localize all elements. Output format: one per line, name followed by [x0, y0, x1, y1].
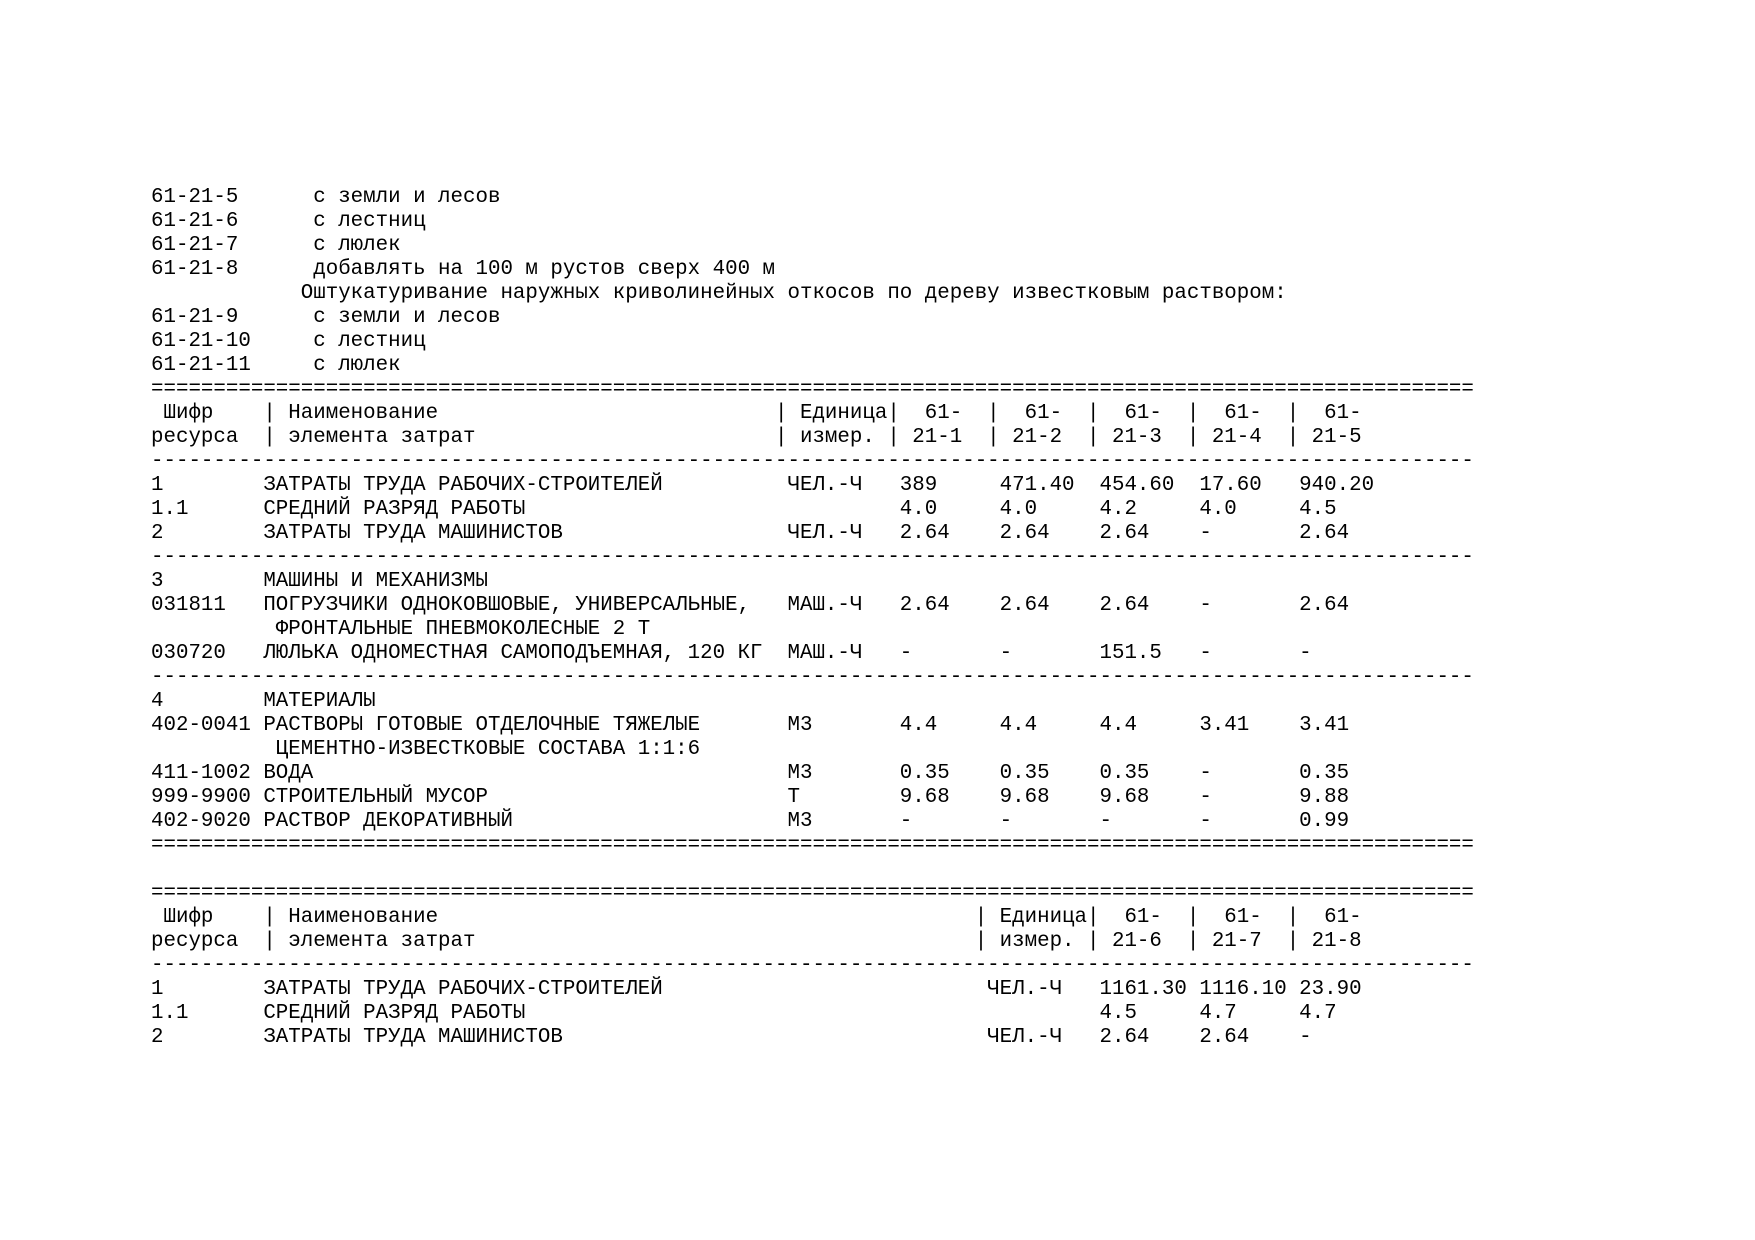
table-row: 402-0041 РАСТВОРЫ ГОТОВЫЕ ОТДЕЛОЧНЫЕ ТЯЖЕЛЫЕ М3 4.4 4.4 4.4 3.41 3.41 [151, 714, 1350, 737]
table-row: 2 ЗАТРАТЫ ТРУДА МАШИНИСТОВ ЧЕЛ.-Ч 2.64 2.64 - [151, 1026, 1312, 1049]
blank-line [151, 858, 1611, 882]
table-row: 411-1002 ВОДА М3 0.35 0.35 0.35 - 0.35 [151, 762, 1350, 785]
table-row: 031811 ПОГРУЗЧИКИ ОДНОКОВШОВЫЕ, УНИВЕРСАЛЬНЫЕ, МАШ.-Ч 2.64 2.64 2.64 - 2.64 [151, 594, 1350, 617]
table-header-row: ресурса | элемента затрат | измер. | 21-6 | 21-7 | 21-8 [151, 930, 1362, 953]
table-row: 2 ЗАТРАТЫ ТРУДА МАШИНИСТОВ ЧЕЛ.-Ч 2.64 2.64 2.64 - 2.64 [151, 522, 1350, 545]
section-heading: Оштукатуривание наружных криволинейных откосов по дереву известковым раствором: [151, 282, 1287, 305]
text-line: 61-21-11 с люлек [151, 354, 401, 377]
text-line: 61-21-10 с лестниц [151, 330, 426, 353]
table-header-row: Шифр | Наименование | Единица| 61- | 61- | 61- [151, 906, 1362, 929]
table-row: ЦЕМЕНТНО-ИЗВЕСТКОВЫЕ СОСТАВА 1:1:6 [151, 738, 701, 761]
table-row: 999-9900 СТРОИТЕЛЬНЫЙ МУСОР Т 9.68 9.68 9.68 - 9.88 [151, 786, 1350, 809]
table-header-row: Шифр | Наименование | Единица| 61- | 61- | 61- | 61- | 61- [151, 402, 1362, 425]
table-rule: ========================================================================================================== [151, 378, 1474, 401]
text-line: 61-21-8 добавлять на 100 м рустов сверх 400 м [151, 258, 776, 281]
table-separator: ---------------------------------------------------------------------------------------------------------- [151, 666, 1474, 689]
table-row: 1 ЗАТРАТЫ ТРУДА РАБОЧИХ-СТРОИТЕЛЕЙ ЧЕЛ.-Ч 389 471.40 454.60 17.60 940.20 [151, 474, 1375, 497]
table-row: 4 МАТЕРИАЛЫ [151, 690, 376, 713]
text-line: 61-21-7 с люлек [151, 234, 401, 257]
table-separator: ---------------------------------------------------------------------------------------------------------- [151, 954, 1474, 977]
table-rule: ========================================================================================================== [151, 882, 1474, 905]
table-row: 402-9020 РАСТВОР ДЕКОРАТИВНЫЙ М3 - - - - 0.99 [151, 810, 1350, 833]
table-row: 030720 ЛЮЛЬКА ОДНОМЕСТНАЯ САМОПОДЪЕМНАЯ, 120 КГ МАШ.-Ч - - 151.5 - - [151, 642, 1312, 665]
table-row: 1.1 СРЕДНИЙ РАЗРЯД РАБОТЫ 4.5 4.7 4.7 [151, 1002, 1337, 1025]
table-separator: ---------------------------------------------------------------------------------------------------------- [151, 450, 1474, 473]
table-row: 1.1 СРЕДНИЙ РАЗРЯД РАБОТЫ 4.0 4.0 4.2 4.0 4.5 [151, 498, 1337, 521]
table-row: 3 МАШИНЫ И МЕХАНИЗМЫ [151, 570, 488, 593]
table-rule: ========================================================================================================== [151, 834, 1474, 857]
text-line: 61-21-6 с лестниц [151, 210, 426, 233]
table-header-row: ресурса | элемента затрат | измер. | 21-1 | 21-2 | 21-3 | 21-4 | 21-5 [151, 426, 1362, 449]
text-line: 61-21-9 с земли и лесов [151, 306, 501, 329]
table-row: ФРОНТАЛЬНЫЕ ПНЕВМОКОЛЕСНЫЕ 2 Т [151, 618, 651, 641]
document-page [151, 186, 1611, 1050]
text-line: 61-21-5 с земли и лесов [151, 186, 501, 209]
table-separator: ---------------------------------------------------------------------------------------------------------- [151, 546, 1474, 569]
table-row: 1 ЗАТРАТЫ ТРУДА РАБОЧИХ-СТРОИТЕЛЕЙ ЧЕЛ.-Ч 1161.30 1116.10 23.90 [151, 978, 1362, 1001]
